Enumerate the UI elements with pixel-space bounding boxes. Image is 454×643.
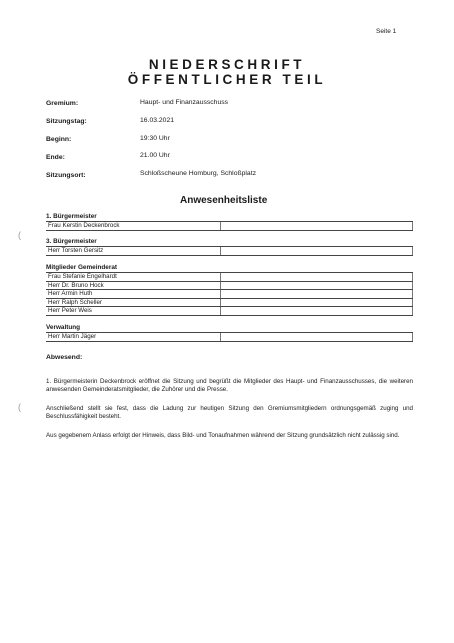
meta-label-gremium: Gremium: — [46, 100, 79, 107]
attendee-name: Herr Torsten Gersitz — [48, 247, 104, 254]
meta-value-sitzungstag: 16.03.2021 — [140, 117, 175, 124]
meta-value-ende: 21.00 Uhr — [140, 152, 170, 159]
document-title-line-1: NIEDERSCHRIFT — [148, 57, 306, 72]
meta-value-gremium: Haupt- und Finanzausschuss — [140, 99, 229, 106]
group-title: 1. Bürgermeister — [46, 213, 97, 220]
attendance-group-administration — [46, 324, 413, 342]
paragraph-recording-notice: Aus gegebenem Anlass erfolgt der Hinweis, dass Bild- und Tonaufnahmen während der Sitzung grundsätzlich nicht zulässig sind. — [46, 432, 400, 439]
document-title-line-2: ÖFFENTLICHER TEIL — [127, 72, 327, 87]
absent-label: Abwesend: — [46, 354, 83, 361]
attendee-row — [46, 290, 413, 299]
attendee-name: Frau Kerstin Deckenbrock — [48, 222, 120, 229]
attendee-name: Herr Ralph Scheller — [48, 298, 102, 306]
attendee-row — [46, 307, 413, 316]
group-title: 3. Bürgermeister — [46, 238, 97, 245]
meta-label-beginn: Beginn: — [46, 136, 72, 143]
scan-mark: ( — [18, 402, 21, 412]
page-number: Seite 1 — [376, 28, 397, 35]
attendee-row — [46, 282, 413, 291]
meta-label-sitzungstag: Sitzungstag: — [46, 118, 87, 125]
group-title: Mitglieder Gemeinderat — [46, 264, 118, 271]
attendance-group-mayor-1 — [46, 213, 413, 231]
attendee-row — [46, 246, 413, 256]
attendance-heading: Anwesenheitsliste — [180, 195, 268, 206]
attendance-group-council — [46, 264, 413, 316]
attendee-name: Herr Armin Huth — [48, 290, 93, 298]
attendee-name: Frau Stefanie Engelhardt — [48, 273, 117, 280]
attendee-row — [46, 299, 413, 308]
scan-mark: ( — [18, 230, 21, 240]
group-title: Verwaltung — [46, 324, 81, 331]
meta-label-sitzungsort: Sitzungsort: — [46, 172, 86, 179]
attendee-name: Herr Dr. Bruno Hock — [48, 281, 104, 289]
meta-value-beginn: 19:30 Uhr — [140, 135, 170, 142]
attendee-row — [46, 332, 413, 342]
paragraph-opening: 1. Bürgermeisterin Deckenbrock eröffnet die Sitzung und begrüßt die Mitglieder des Haupt- und Finanzausschusses, die weiteren anwesenden Gemeinderatsmitglieder, die Zuhörer und die Presse. — [46, 378, 413, 394]
attendee-name: Herr Peter Weis — [48, 307, 92, 315]
attendee-row — [46, 272, 413, 282]
attendee-name: Herr Martin Jäger — [48, 333, 97, 340]
meta-value-sitzungsort: Schloßscheune Homburg, Schloßplatz — [140, 170, 256, 177]
attendee-row — [46, 221, 413, 231]
meta-label-ende: Ende: — [46, 154, 65, 161]
paragraph-quorum: Anschließend stellt sie fest, dass die Ladung zur heutigen Sitzung den Gremiumsmitgliedern ordnungsgemäß zuging und Beschlussfähigkeit besteht. — [46, 405, 413, 421]
attendance-group-mayor-3 — [46, 238, 413, 256]
